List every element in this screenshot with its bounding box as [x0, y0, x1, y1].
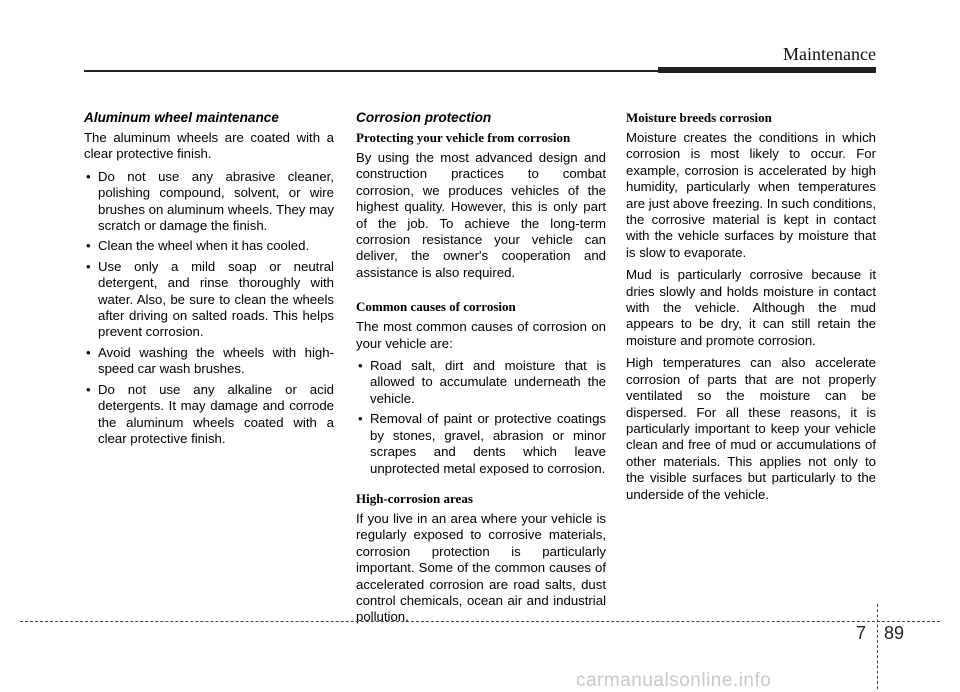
chapter-number: 7	[856, 623, 867, 643]
subheading-high-corrosion: High-corrosion areas	[356, 490, 473, 506]
header-rule-thick	[658, 67, 876, 73]
list-item: • Removal of paint or protective coatings by stones, gravel, abrasion or minor scrapes and dents which leave unprotected metal exposed to corrosion.	[356, 411, 606, 477]
bullet-list-causes	[356, 358, 606, 477]
column-aluminum-wheel	[84, 110, 334, 461]
page-number: 89	[884, 623, 905, 643]
paragraph: By using the most advanced design and construction practices to combat corrosion, we produces vehicles of the highest quality. However, this is only part of the job. To achieve the long-term corrosion resistance your vehicle can deliver, the owner's cooperation and assistance is also required.	[356, 150, 606, 280]
section-heading-corrosion: Corrosion protection	[356, 110, 492, 125]
paragraph: If you live in an area where your vehicle is regularly exposed to corrosive materials, corrosion protection is particularly important. Some of the common causes of accelerated corrosion are road salts, dust control chemicals, ocean air and industrial pollution.	[356, 510, 606, 625]
list-item: • Use only a mild soap or neutral detergent, and rinse thoroughly with water. Also, be sure to clean the wheels after driving on salted roads. This helps prevent corrosion.	[84, 259, 334, 341]
list-item: • Road salt, dirt and moisture that is allowed to accumulate underneath the vehicle.	[356, 358, 606, 407]
list-item: • Do not use any alkaline or acid detergents. It may damage and corrode the aluminum wheels coated with a clear protective finish.	[84, 382, 334, 448]
watermark: carmanualsonline.info	[576, 670, 772, 691]
paragraph-intro: The aluminum wheels are coated with a clear protective finish.	[84, 130, 334, 162]
paragraph: Moisture creates the conditions in which corrosion is most likely to occur. For example, corrosion is accelerated by high humidity, particularly when temperatures are just above freezing. In such conditions, the corrosive material is kept in contact with the vehicle surfaces by moisture that is slow to evaporate.	[626, 130, 876, 260]
list-item: • Clean the wheel when it has cooled.	[84, 238, 334, 254]
column-corrosion-protection	[356, 110, 606, 632]
footer-dashed-divider	[877, 604, 878, 689]
page-header-title: Maintenance	[783, 44, 876, 64]
subheading-common-causes: Common causes of corrosion	[356, 299, 516, 315]
paragraph: Mud is particularly corrosive because it dries slowly and holds moisture in contact with the vehicle. Although the mud appears to be dry, it can still retain the moisture and promote corrosion.	[626, 267, 876, 348]
header-rule-thin	[84, 70, 658, 72]
paragraph: The most common causes of corrosion on your vehicle are:	[356, 319, 606, 351]
section-heading-aluminum-wheel: Aluminum wheel maintenance	[84, 110, 279, 125]
bullet-list-wheel-care	[84, 169, 334, 448]
list-item: • Avoid washing the wheels with high-speed car wash brushes.	[84, 345, 334, 378]
subheading-moisture: Moisture breeds corrosion	[626, 110, 772, 125]
paragraph: High temperatures can also accelerate corrosion of parts that are not properly ventilated so the moisture can be dispersed. For all these reasons, it is particularly important to keep your vehicle clean and free of mud or accumulations of other materials. This applies not only to the visible surfaces but particularly to the underside of the vehicle.	[626, 355, 876, 502]
list-item: • Do not use any abrasive cleaner, polishing compound, solvent, or wire brushes on aluminum wheels. They may scratch or damage the finish.	[84, 169, 334, 235]
column-moisture	[626, 110, 876, 509]
footer-dashed-rule	[20, 621, 940, 622]
subheading-protecting: Protecting your vehicle from corrosion	[356, 130, 571, 145]
